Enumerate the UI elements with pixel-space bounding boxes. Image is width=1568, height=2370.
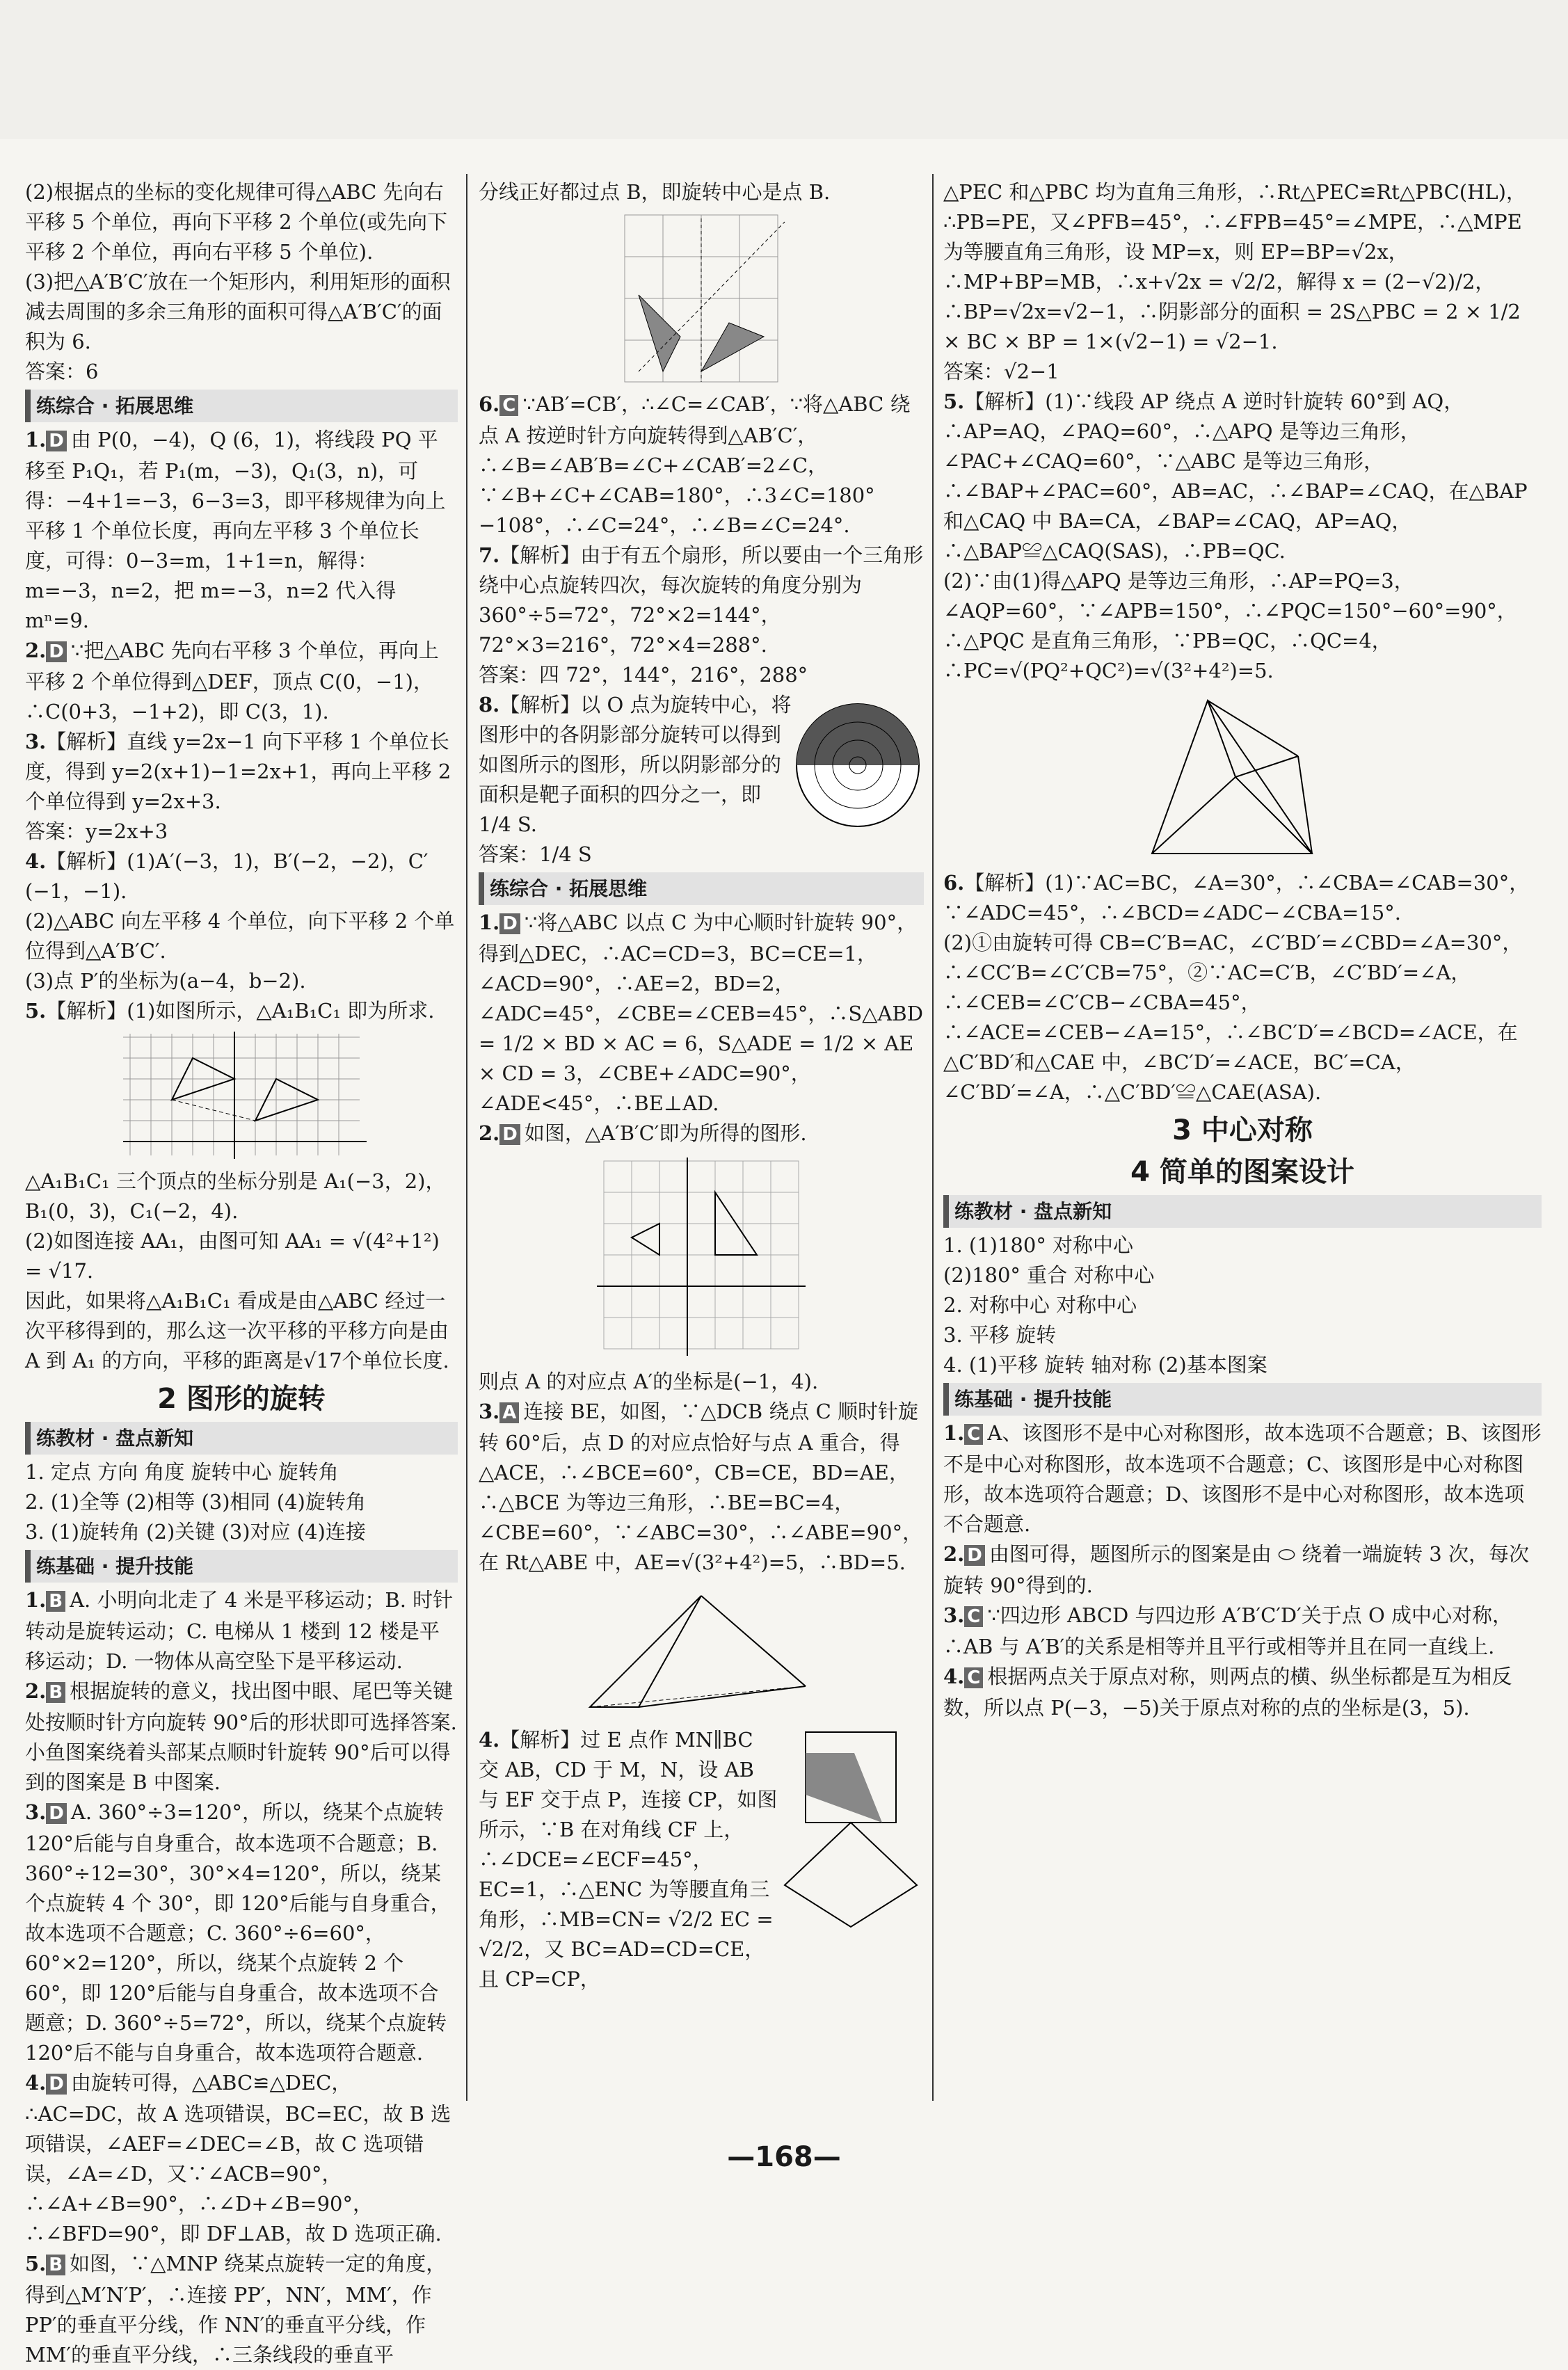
question-c1: 1. D ∵将△ABC 以点 C 为中心顺时针旋转 90°，得到△DEC，∴AC=CD=3，BC=CE=1，∠ACD=90°，∴AE=2，BD=2，∠ADC=45°，∠CBE=∠CEB=45°，∴S△ABD = 1/2 × BD × AC = 6，S△ADE = 1/2 × AE × CD = 3，∠CBE+∠ADC=90°，∠ADE<45°，∴BE⊥AD. bbox=[479, 911, 923, 1115]
answer: 答案：√2−1 bbox=[943, 360, 1059, 383]
rotation-figure bbox=[597, 211, 806, 385]
question-c3: 3. A 连接 BE，如图，∵△DCB 绕点 C 顺时针旋转 60°后，点 D 的对应点恰好与点 A 重合，得△ACE，∴∠BCE=60°，CB=CE，BD=AE，∴△BCE 为等边三角形，∴BE=BC=4，∠CBE=60°，∵∠ABC=30°，∴∠ABE=90°，在 Rt△ABE 中，AE=√(3²+4²)=5，∴BD=5. bbox=[479, 1400, 923, 1574]
section-header: 练综合 · 拓展思维 bbox=[25, 390, 458, 422]
top-scan-shade bbox=[0, 0, 1568, 139]
question-b2: 2. B 根据旋转的意义，找出图中眼、尾巴等关键处按顺时针方向旋转 90°后的形状即可选择答案. 小鱼图案绕着头部某点顺时针旋转 90°后可以得到的图案是 B 中图案. bbox=[25, 1679, 457, 1794]
section-header: 练教材 · 盘点新知 bbox=[25, 1422, 458, 1455]
answer: 答案：四 72°，144°，216°，288° bbox=[479, 663, 808, 687]
question-1: 1. D 由 P(0，−4)，Q (6，1)，将线段 PQ 平移至 P₁Q₁，若 P₁(m，−3)，Q₁(3，n)，可得：−4+1=−3，6−3=3，即平移规律为向上平移 1 个单位长度，再向左平移 3 个单位长度，可得：0−3=m，1+1=n，解得：m=−3，n=2，把 m=−3，n=2 代入得 mⁿ=9. bbox=[25, 428, 446, 632]
text-line: (2)∵由(1)得△APQ 是等边三角形，∴AP=PQ=3，∠AQP=60°，∵∠APB=150°，∴∠PQC=150°−60°=90°，∴△PQC 是直角三角形，∵PB=QC，∴QC=4，∴PC=√(PQ²+QC²)=√(3²+4²)=5. bbox=[943, 569, 1517, 682]
text-line: (3)把△A′B′C′放在一个矩形内，利用矩形的面积减去周围的多余三角形的面积可得△A′B′C′的面积为 6. bbox=[25, 270, 451, 353]
question-b5: 5. B 如图，∵△MNP 绕某点旋转一定的角度，得到△M′N′P′，∴连接 PP′，NN′，MM′，作 PP′的垂直平分线，作 NN′的垂直平分线，作 MM′的垂直平分线，∴三条线段的垂直平 bbox=[25, 2252, 447, 2367]
text-line: 3. 平移 旋转 bbox=[943, 1323, 1057, 1347]
question-2: 2. D ∵把△ABC 先向右平移 3 个单位，再向上平移 2 个单位得到△DEF，顶点 C(0，−1)，∴C(0+3，−1+2)，即 C(3，1). bbox=[25, 639, 439, 723]
text-line: 2. 对称中心 对称中心 bbox=[943, 1293, 1137, 1317]
question-5: 5.【解析】(1)∵线段 AP 绕点 A 逆时针旋转 60°到 AQ，∴AP=AQ，∠PAQ=60°，∴△APQ 是等边三角形，∠PAC+∠CAQ=60°，∵△ABC 是等边三角形，∴∠BAP+∠PAC=60°，AB=AC，∴∠BAP=∠CAQ，在△BAP 和△CAQ 中 BA=CA，∠BAP=∠CAQ，AP=AQ，∴△BAP≌△CAQ(SAS)，∴PB=QC. bbox=[943, 390, 1528, 563]
question-b1: 1. C A、该图形不是中心对称图形，故本选项不合题意；B、该图形不是中心对称图形，故本选项不合题意；C、该图形是中心对称图形，故本选项符合题意；D、该图形不是中心对称图形，故本选项不合题意. bbox=[943, 1421, 1542, 1536]
text-line: 2. (1)全等 (2)相等 (3)相同 (4)旋转角 bbox=[25, 1490, 366, 1514]
column-divider bbox=[466, 174, 467, 2101]
answer-label: D bbox=[499, 1124, 520, 1145]
text-line: 3. (1)旋转角 (2)关键 (3)对应 (4)连接 bbox=[25, 1520, 366, 1544]
question-5: 5.【解析】(1)如图所示，△A₁B₁C₁ 即为所求. bbox=[25, 999, 435, 1023]
answer-label: C bbox=[964, 1606, 983, 1627]
answer-label: D bbox=[46, 2074, 67, 2095]
text-line: (2)如图连接 AA₁，由图可知 AA₁ = √(4²+1²) = √17. bbox=[25, 1229, 440, 1283]
answer-label: C bbox=[964, 1424, 983, 1445]
text-line: (2)①由旋转可得 CB=C′B=AC，∠C′BD′=∠CBD=∠A=30°，∴∠CC′B=∠C′CB=75°，②∵AC=C′B，∠C′BD′=∠A，∴∠CEB=∠C′CB−∠CBA=45°，∴∠ACE=∠CEB−∠A=15°，∴∠BC′D′=∠BCD=∠ACE，在△C′BD′和△CAE 中，∠BC′D′=∠ACE，BC′=CA，∠C′BD′=∠A，∴△C′BD′≌△CAE(ASA). bbox=[943, 931, 1523, 1104]
answer: 答案：y=2x+3 bbox=[25, 819, 168, 843]
question-8: 8.【解析】以 O 点为旋转中心，将图形中的各阴影部分旋转可以得到如图所示的图形，所以阴影部分的面积是靶子面积的四分之一，即 1/4 S. bbox=[479, 693, 792, 836]
text-line: 4. (1)平移 旋转 轴对称 (2)基本图案 bbox=[943, 1353, 1267, 1377]
text-line: 则点 A 的对应点 A′的坐标是(−1，4). bbox=[479, 1370, 819, 1393]
text-line: 分线正好都过点 B，即旋转中心是点 B. bbox=[479, 180, 831, 204]
chapter-title: 3 中心对称 bbox=[1172, 1114, 1313, 1146]
question-b4: 4. D 由旋转可得，△ABC≌△DEC，∴AC=DC，故 A 选项错误，BC=EC，故 B 选项错误，∠AEF=∠DEC=∠B，故 C 选项错误，∠A=∠D，又∵∠ACB=90°，∴∠A+∠B=90°，∴∠D+∠B=90°，∴∠BFD=90°，即 DF⊥AB，故 D 选项正确. bbox=[25, 2071, 451, 2245]
question-c4: 4.【解析】过 E 点作 MN∥BC 交 AB，CD 于 M，N，设 AB 与 EF 交于点 P，连接 CP，如图所示，∵B 在对角线 CF 上，∴∠DCE=∠ECF=45°，EC=1，∴△ENC 为等腰直角三角形，∴MB=CN= √2/2 EC = √2/2，又 BC=AD=CD=CE，且 CP=CP， bbox=[479, 1728, 778, 1991]
question-6: 6.【解析】(1)∵AC=BC，∠A=30°，∴∠CBA=∠CAB=30°，∵∠ADC=45°，∴∠BCD=∠ADC−∠CBA=15°. bbox=[943, 871, 1530, 924]
chapter-title: 4 简单的图案设计 bbox=[1130, 1156, 1354, 1188]
question-6: 6. C ∵AB′=CB′，∴∠C=∠CAB′，∵将△ABC 绕点 A 按逆时针方向旋转得到△AB′C′，∴∠B=∠AB′B=∠C+∠CAB′=2∠C，∵∠B+∠C+∠CAB=180°，∴3∠C=180°−108°，∴∠C=24°，∴∠B=∠C=24°. bbox=[479, 392, 911, 537]
answer: 答案：1/4 S bbox=[479, 842, 592, 866]
text-line: △A₁B₁C₁ 三个顶点的坐标分别是 A₁(−3，2)，B₁(0，3)，C₁(−2，4). bbox=[25, 1169, 446, 1223]
answer-label: A bbox=[499, 1402, 519, 1423]
text-line: (2)180° 重合 对称中心 bbox=[943, 1263, 1155, 1287]
answer-label: C bbox=[499, 395, 518, 416]
answer-label: B bbox=[46, 2255, 65, 2275]
question-c2: 2. D 如图，△A′B′C′即为所得的图形. bbox=[479, 1121, 807, 1145]
grid-figure bbox=[109, 1030, 374, 1162]
question-b4: 4. C 根据两点关于原点对称，则两点的横、纵坐标都是互为相反数，所以点 P(−3，−5)关于原点对称的点的坐标是(3，5). bbox=[943, 1665, 1512, 1720]
text-line: △PEC 和△PBC 均为直角三角形，∴Rt△PEC≌Rt△PBC(HL)，∴PB=PE，又∠PFB=45°，∴∠FPB=45°=∠MPE，∴△MPE 为等腰直角三角形，设 MP=x，则 EP=BP=√2x，∴MP+BP=MB，∴x+√2x = √2/2，解得 x = (2−√2)/2，∴BP=√2x=√2−1，∴阴影部分的面积 = 2S△PBC = 2 × 1/2 × BC × BP = 1×(√2−1) = √2−1. bbox=[943, 180, 1526, 353]
text-line: (2)△ABC 向左平移 4 个单位，向下平移 2 个单位得到△A′B′C′. bbox=[25, 909, 455, 963]
section-header: 练综合 · 拓展思维 bbox=[479, 872, 924, 905]
question-b2: 2. D 由图可得，题图所示的图案是由 ⬭ 绕着一端旋转 3 次，每次旋转 90°得到的. bbox=[943, 1542, 1529, 1597]
answer-label: D bbox=[964, 1545, 985, 1566]
section-header: 练基础 · 提升技能 bbox=[943, 1383, 1542, 1416]
text-line: (3)点 P′的坐标为(a−4，b−2). bbox=[25, 969, 306, 993]
answer-label: D bbox=[46, 641, 67, 662]
text-line: 1. (1)180° 对称中心 bbox=[943, 1233, 1134, 1257]
page-number: —168— bbox=[727, 2141, 841, 2173]
answer-label: B bbox=[46, 1682, 65, 1703]
text-line: 1. 定点 方向 角度 旋转中心 旋转角 bbox=[25, 1460, 339, 1484]
answer-label: B bbox=[46, 1591, 65, 1612]
equilateral-figure bbox=[1138, 690, 1347, 864]
column-1 bbox=[25, 177, 458, 2370]
chapter-title: 2 图形的旋转 bbox=[157, 1383, 326, 1415]
answer-label: D bbox=[46, 1803, 67, 1824]
column-3 bbox=[943, 177, 1542, 1723]
question-b3: 3. D A. 360°÷3=120°，所以，绕某个点旋转 120°后能与自身重合，故本选项不合题意；B. 360°÷12=30°，30°×4=120°，所以，绕某个点旋转 4 个 30°，即 120°后能与自身重合，故本选项不合题意；C. 360°÷6=60°，60°×2=120°，所以，绕某个点旋转 2 个 60°，即 120°后能与自身重合，故本选项不合题意；D. 360°÷5=72°，所以，绕某个点旋转 120°后不能与自身重合，故本选项符合题意. bbox=[25, 1800, 451, 2065]
question-7: 7.【解析】由于有五个扇形，所以要由一个三角形绕中心点旋转四次，每次旋转的角度分别为 360°÷5=72°，72°×2=144°，72°×3=216°，72°×4=288°. bbox=[479, 543, 924, 657]
square-figure bbox=[778, 1725, 924, 1934]
section-header: 练基础 · 提升技能 bbox=[25, 1550, 458, 1583]
column-divider bbox=[932, 174, 934, 2101]
section-header: 练教材 · 盘点新知 bbox=[943, 1195, 1542, 1228]
question-4: 4.【解析】(1)A′(−3，1)，B′(−2，−2)，C′(−1，−1). bbox=[25, 849, 429, 903]
answer-label: C bbox=[964, 1667, 983, 1688]
column-2 bbox=[479, 177, 924, 1994]
answer: 答案：6 bbox=[25, 360, 99, 383]
question-3: 3.【解析】直线 y=2x−1 向下平移 1 个单位长度，得到 y=2(x+1)−1=2x+1，再向上平移 2 个单位得到 y=2x+3. bbox=[25, 730, 451, 813]
question-b3: 3. C ∵四边形 ABCD 与四边形 A′B′C′D′关于点 O 成中心对称，∴AB 与 A′B′的关系是相等并且平行或相等并且在同一直线上. bbox=[943, 1603, 1512, 1658]
text-line: 因此，如果将△A₁B₁C₁ 看成是由△ABC 经过一次平移得到的，那么这一次平移的平移方向是由 A 到 A₁ 的方向，平移的距离是√17个单位长度. bbox=[25, 1289, 449, 1372]
answer-label: D bbox=[46, 431, 67, 451]
coordinate-figure bbox=[583, 1154, 819, 1363]
target-figure bbox=[792, 699, 924, 831]
triangle-figure bbox=[576, 1582, 826, 1721]
answer-label: D bbox=[499, 913, 520, 934]
question-b1: 1. B A. 小明向北走了 4 米是平移运动；B. 时针转动是旋转运动；C. 电梯从 1 楼到 12 楼是平移运动；D. 一物体从高空坠下是平移运动. bbox=[25, 1588, 454, 1673]
text-line: (2)根据点的坐标的变化规律可得△ABC 先向右平移 5 个单位，再向下平移 2 个单位(或先向下平移 2 个单位，再向右平移 5 个单位). bbox=[25, 180, 448, 264]
